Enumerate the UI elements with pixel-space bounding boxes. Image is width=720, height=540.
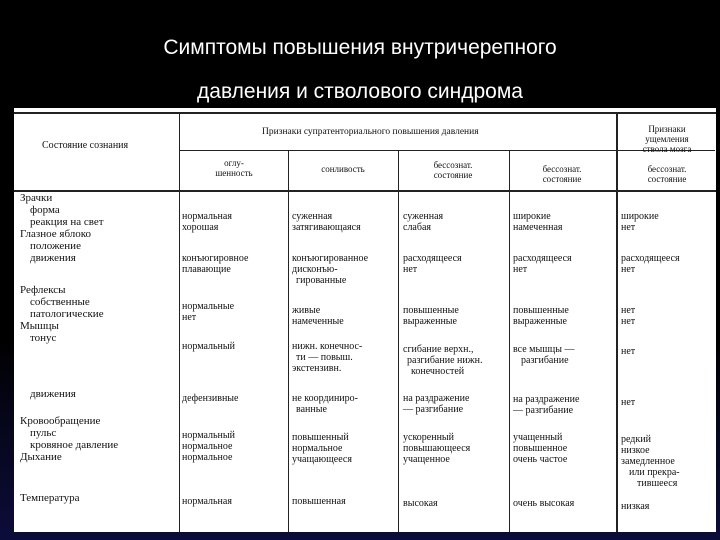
cell-col1-tone: нормальный [182,341,235,352]
column-divider-2 [288,150,289,532]
cell-col1-eyeball: конъюгировное плавающие [182,253,249,275]
title-line-1: Симптомы повышения внутричерепного [163,36,557,59]
cell-col4-reflexes: повышенные выраженные [513,305,569,327]
label-temperature: Температура [20,492,80,504]
symptom-table [14,108,716,532]
label-group-pupils: Зрачки форма реакция на свет Глазное яблоко положение движения [20,192,104,264]
cell-col3-pupils: суженная слабая [403,211,444,233]
header-supratentorial: Признаки супратенториального повышения давления [262,127,479,137]
label-group-circulation: Кровообращение пульс кровяное давление Дыхание [20,415,119,463]
cell-col5-pupils: широкие нет [621,211,659,233]
cell-col2-circulation: повышенный нормальное учащающееся [292,432,352,465]
column-divider-4 [509,150,510,532]
cell-col5-reflexes: нет нет [621,305,636,327]
column-divider-5 [616,112,618,532]
header-state-1: оглу- шенность [215,158,253,178]
header-consciousness: Состояние сознания [42,140,129,151]
cell-col3-tone: сгибание верхн., разгибание нижн. конечностей [403,344,483,377]
cell-col2-temperature: повышенная [292,496,346,507]
header-brainstem: Признаки ущемления ствола мозга [642,124,692,154]
title-line-2: давления и стволового синдрома [197,80,523,103]
cell-col1-circulation: нормальный нормальное нормальное [182,430,235,463]
cell-col1-temperature: нормальная [182,496,232,507]
cell-col5-circulation: редкий низкое замедленное или прекра- тившееся [621,434,680,489]
cell-col1-pupils: нормальная хорошая [182,211,232,233]
cell-col5-movements: нет [621,397,636,408]
header-state-4: бессознат. состояние [542,164,582,184]
cell-col2-tone: нижн. конечнос- ти — повыш. экстензивн. [292,341,363,374]
table-top-border [14,112,716,114]
cell-col4-circulation: учащенный повышенное очень частое [513,432,568,465]
cell-col3-reflexes: повышенные выраженные [403,305,459,327]
cell-col4-temperature: очень высокая [513,498,575,509]
cell-col4-movements: на раздражение — разгибание [513,394,580,416]
header-state-5: бессознат. состояние [647,164,687,184]
cell-col1-movements: дефензивные [182,393,239,404]
column-divider-3 [398,150,399,532]
header-bottom-rule [14,190,716,192]
header-state-2: сонливость [321,164,365,174]
label-movements: движения [30,388,76,400]
cell-col3-temperature: высокая [403,498,438,509]
cell-col5-eyeball: расходящееся нет [621,253,680,275]
header-state-3: бессознат. состояние [433,160,473,180]
cell-col4-pupils: широкие намеченная [513,211,563,233]
cell-col5-temperature: низкая [621,501,650,512]
cell-col2-reflexes: живые намеченные [292,305,344,327]
label-group-reflexes: Рефлексы собственные патологические Мышцы тонус [20,284,104,344]
cell-col5-tone: нет [621,346,636,357]
cell-col4-tone: все мышцы — разгибание [513,344,575,366]
column-divider-1 [179,112,180,532]
cell-col3-movements: на раздражение — разгибание [403,393,470,415]
cell-col3-circulation: ускоренный повышающееся учащенное [403,432,471,465]
cell-col3-eyeball: расходящееся нет [403,253,462,275]
cell-col2-movements: не координиро- ванные [292,393,358,415]
cell-col2-eyeball: конъюгированное дисконъю- гированные [292,253,369,286]
cell-col2-pupils: суженная затягивающаяся [292,211,361,233]
slide-title [0,26,720,114]
cell-col1-reflexes: нормальные нет [182,301,235,323]
cell-col4-eyeball: расходящееся нет [513,253,572,275]
